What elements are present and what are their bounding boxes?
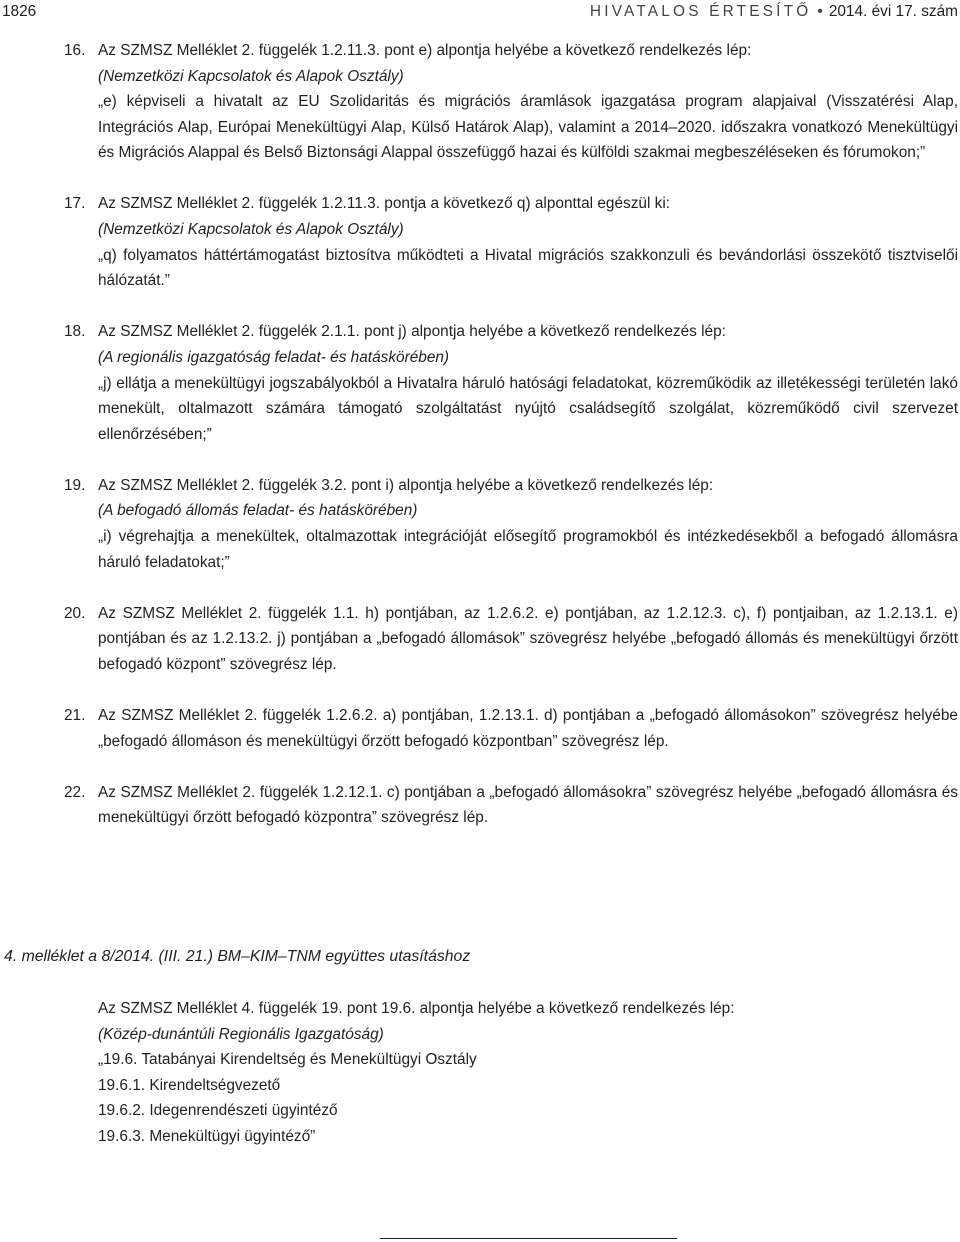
annex-body	[98, 996, 958, 1150]
item-text: Az SZMSZ Melléklet 2. függelék 1.1. h) pontjában, az 1.2.6.2. e) pontjában, az 1.2.12.3. c), f) pontjaiban, az 1.2.13.1. e) pontjában és az 1.2.13.2. j) pontjában a „befogadó állomások” szövegrész helyébe „befogadó állomás és menekültügyi őrzött befogadó központ” szövegrész lép.	[98, 604, 958, 673]
amendment-item	[0, 319, 960, 447]
item-text: Az SZMSZ Melléklet 2. függelék 3.2. pont i) alpontja helyébe a következő rendelkezés lép:	[98, 476, 714, 494]
item-text: „q) folyamatos háttértámogatást biztosítva működteti a Hivatal migrációs szakkonzuli és bevándorlási összekötő tisztviselői hálózatát.”	[98, 246, 958, 290]
item-number: 22.	[64, 783, 86, 801]
amendment-item	[0, 191, 960, 293]
item-text: Az SZMSZ Melléklet 2. függelék 1.2.6.2. a) pontjában, 1.2.13.1. d) pontjában a „befogadó állomásokon” szövegrész helyébe „befogadó állomáson és menekültügyi őrzött befogadó központban” szövegrész lép.	[98, 706, 958, 750]
item-number: 21.	[64, 706, 86, 724]
amendment-list	[0, 38, 960, 856]
item-number: 19.	[64, 476, 86, 494]
amendment-item	[0, 601, 960, 678]
item-number: 20.	[64, 604, 86, 622]
annex-line: 19.6.1. Kirendeltségvezető	[98, 1076, 281, 1094]
item-text: Az SZMSZ Melléklet 2. függelék 1.2.12.1. c) pontjában a „befogadó állomásokra” szövegrész helyébe „befogadó állomásra és menekültügyi őrzött befogadó központra” szövegrész lép.	[98, 783, 958, 827]
section-context: (A befogadó állomás feladat- és hatáskörében)	[98, 502, 418, 520]
section-context: (A regionális igazgatóság feladat- és hatáskörében)	[98, 348, 450, 366]
item-text: Az SZMSZ Melléklet 2. függelék 1.2.11.3. pont e) alpontja helyébe a következő rendelkezés lép:	[98, 42, 752, 59]
annex-title: 4. melléklet a 8/2014. (III. 21.) BM–KIM–TNM együttes utasításhoz	[4, 948, 471, 965]
item-text: „i) végrehajtja a menekültek, oltalmazottak integrációját elősegítő programokból és intézkedésekből a befogadó állomásra háruló feladatokat;”	[98, 528, 958, 571]
amendment-item	[0, 38, 960, 166]
item-text: „j) ellátja a menekültügyi jogszabályokból a Hivatalra háruló hatósági feladatokat, közreműködik az illetékességi területén lakó menekült, oltalmazott számára támogató szolgáltatást nyújtó családsegítő szolgálat, közreműködő civil szervezet ellenőrzésében;”	[98, 374, 958, 443]
amendment-item	[0, 473, 960, 575]
footer-rule	[380, 1238, 677, 1239]
annex-line: 19.6.3. Menekültügyi ügyintéző”	[98, 1127, 316, 1145]
annex-context: (Közép-dunántúli Regionális Igazgatóság)	[98, 1025, 384, 1043]
page-header	[0, 0, 960, 26]
amendment-item	[0, 780, 960, 831]
issue-label: 2014. évi 17. szám	[828, 3, 958, 20]
item-text: Az SZMSZ Melléklet 2. függelék 1.2.11.3. pontja a következő q) alponttal egészül ki:	[98, 195, 671, 213]
page-number: 1826	[2, 3, 37, 20]
journal-title: HIVATALOS ÉRTESÍTŐ	[589, 3, 812, 20]
item-number: 16.	[64, 42, 86, 59]
journal-header	[590, 0, 958, 24]
item-number: 17.	[64, 195, 86, 213]
item-text: „e) képviseli a hivatalt az EU Szolidaritás és migrációs áramlások igazgatása program alapjaival (Visszatérési Alap, Integrációs Alap, Európai Menekültügyi Alap, Külső Határok Alap), valamint a 2014–2020. időszakra vonatkozó Menekültügyi és Migrációs Alappal és Belső Biztonsági Alappal összefüggő hazai és külföldi szakmai megbeszéléseken és fórumokon;”	[98, 93, 958, 162]
item-text: Az SZMSZ Melléklet 2. függelék 2.1.1. pont j) alpontja helyébe a következő rendelkezés lép:	[98, 323, 726, 341]
annex-line: „19.6. Tatabányai Kirendeltség és Menekültügyi Osztály	[98, 1051, 477, 1069]
section-context: (Nemzetközi Kapcsolatok és Alapok Osztály)	[98, 67, 404, 85]
item-number: 18.	[64, 323, 86, 341]
amendment-item	[0, 703, 960, 754]
annex-line: Az SZMSZ Melléklet 4. függelék 19. pont 19.6. alpontja helyébe a következő rendelkezés lép:	[98, 1000, 735, 1017]
header-bullet: •	[817, 3, 823, 20]
section-context: (Nemzetközi Kapcsolatok és Alapok Osztály)	[98, 221, 404, 239]
annex-line: 19.6.2. Idegenrendészeti ügyintéző	[98, 1102, 338, 1120]
